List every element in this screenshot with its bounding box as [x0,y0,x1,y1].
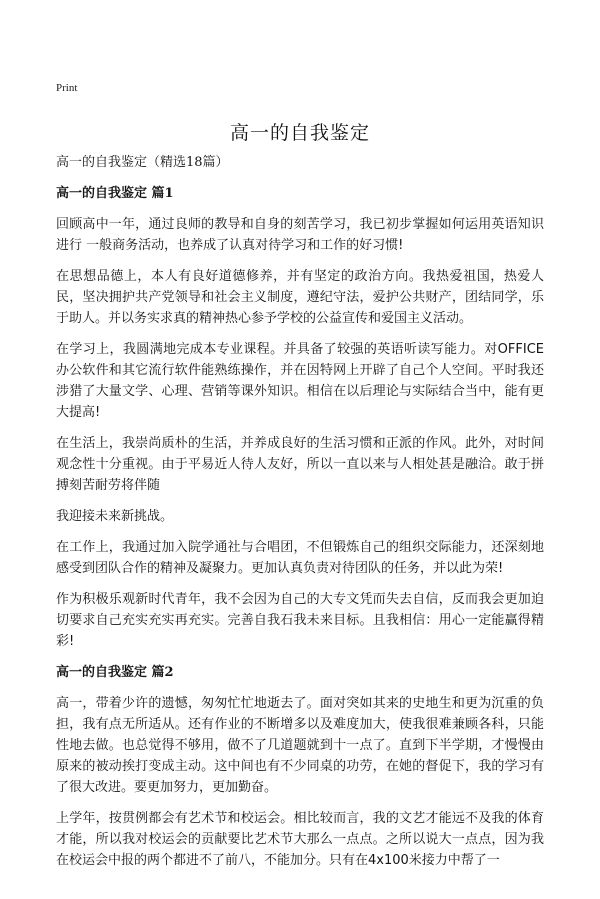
section-heading-1: 高一的自我鉴定 篇1 [56,186,174,201]
paragraph: 高一，带着少许的遗憾，匆匆忙忙地逝去了。面对突如其来的史地生和更为沉重的负担，我有点无所适从。还有作业的不断增多以及难度加大，使我很难兼顾各科，只能性地去做。也总觉得不够用，做不了几道题就到十一点了。直到下半学期，才慢慢由原来的被动挨打变成主动。这中间也有不少同桌的功劳，在她的督促下，我的学习有了很大改进。要更加努力，更加勤奋。 [56,696,544,795]
paragraph: 在学习上，我圆满地完成本专业课程。并具备了较强的英语听读写能力。对OFFICE办公软件和其它流行软件能熟练操作，并在因特网上开辟了自己个人空间。平时我还涉猎了大量文学、心理、营销等课外知识。相信在以后理论与实际结合当中，能有更大提高! [56,342,544,420]
paragraph: 在思想品德上，本人有良好道德修养，并有坚定的政治方向。我热爱祖国，热爱人民，坚决拥护共产党领导和社会主义制度，遵纪守法，爱护公共财产，团结同学，乐于助人。并以务实求真的精神热心参予学校的公益宣传和爱国主义活动。 [56,269,544,326]
page-title: 高一的自我鉴定 [229,122,370,144]
section-heading-2: 高一的自我鉴定 篇2 [56,665,174,680]
print-label[interactable]: Print [56,82,78,94]
document-body [56,152,544,881]
paragraph: 上学年，按贯例都会有艺术节和校运会。相比较而言，我的文艺才能远不及我的体育才能，所以我对校运会的贡献要比艺术节大那么一点点。之所以说大一点点，因为我在校运会中报的两个都进不了前八，不能加分。只有在4x100米接力中帮了一 [56,811,544,868]
paragraph: 作为积极乐观新时代青年，我不会因为自己的大专文凭而失去自信，反而我会更加迫切要求自己充实充实再充实。完善自我石我未来目标。且我相信：用心一定能赢得精彩! [56,592,544,649]
paragraph: 回顾高中一年，通过良师的教导和自身的刻苦学习，我已初步掌握如何运用英语知识进行 一般商务活动，也养成了认真对待学习和工作的好习惯! [56,217,544,253]
document-subtitle: 高一的自我鉴定（精选18篇） [56,155,229,170]
paragraph: 在生活上，我崇尚质朴的生活，并养成良好的生活习惯和正派的作风。此外，对时间观念性十分重视。由于平易近人待人友好，所以一直以来与人相处甚是融洽。敢于拼搏刻苦耐劳将伴随 [56,436,544,493]
paragraph: 我迎接未来新挑战。 [56,509,174,524]
paragraph: 在工作上，我通过加入院学通社与合唱团，不但锻炼自己的组织交际能力，还深刻地感受到团队合作的精神及凝聚力。更加认真负责对待团队的任务，并以此为荣! [56,540,544,576]
